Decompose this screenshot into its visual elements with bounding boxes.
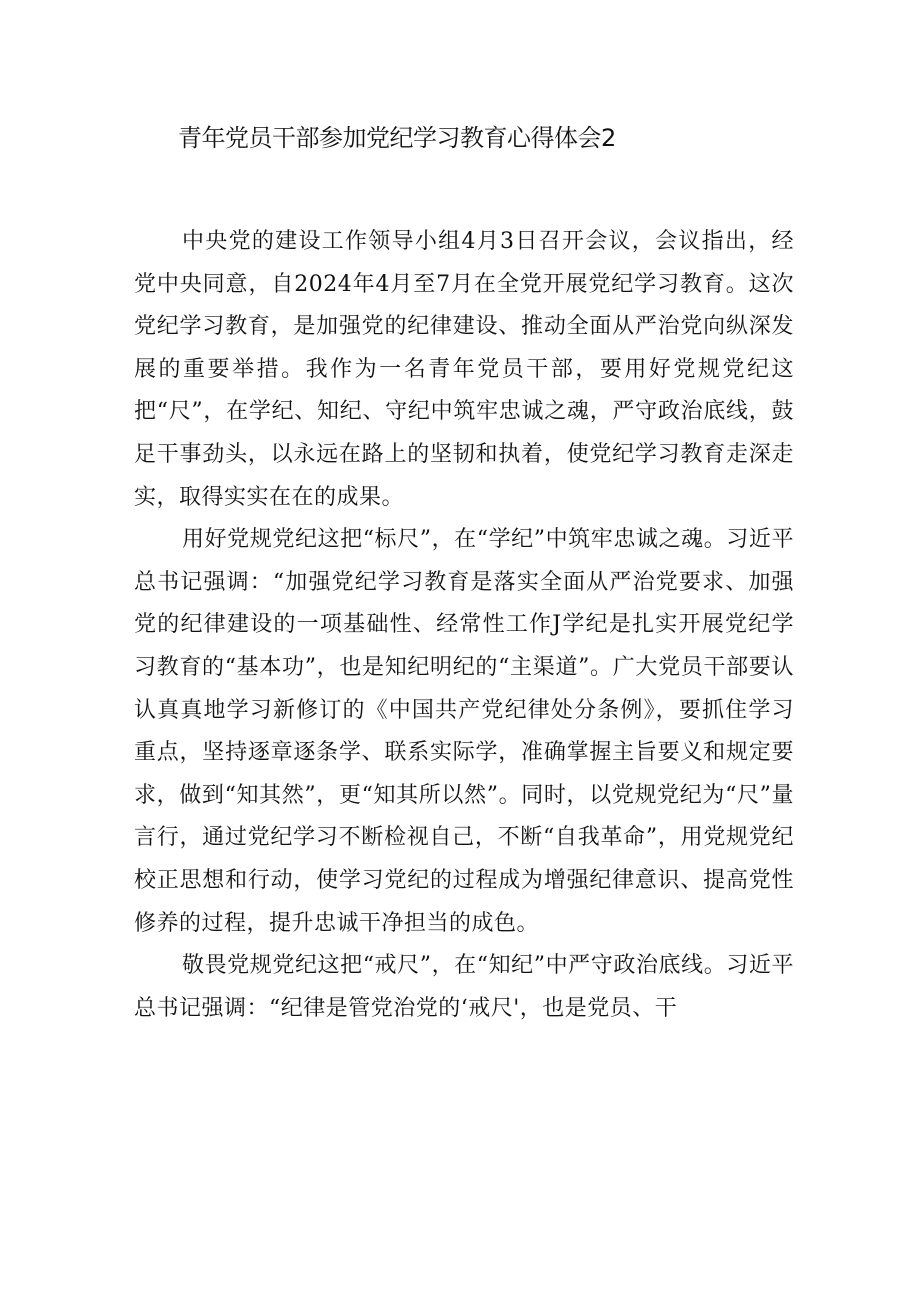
paragraph-1: 中央党的建设工作领导小组4月3日召开会议，会议指出，经党中央同意，自2024年4月至7月在全党开展党纪学习教育。这次党纪学习教育，是加强党的纪律建设、推动全面从严治党向纵深发展的重要举措。我作为一名青年党员干部，要用好党规党纪这把“尺”，在学纪、知纪、守纪中筑牢忠诚之魂，严守政治底线，鼓足干事劲头，以永远在路上的坚韧和执着，使党纪学习教育走深走实，取得实实在在的成果。 — [134, 229, 794, 510]
document-title: 青年党员干部参加党纪学习教育心得体会2 — [178, 124, 616, 152]
paragraph-3: 敬畏党规党纪这把“戒尺”，在“知纪”中严守政治底线。习近平总书记强调：“纪律是管党治党的‘戒尺'，也是党员、干 — [134, 953, 794, 1021]
paragraph-2: 用好党规党纪这把“标尺”，在“学纪”中筑牢忠诚之魂。习近平总书记强调：“加强党纪学习教育是落实全面从严治党要求、加强党的纪律建设的一项基础性、经常性工作J学纪是扎实开展党纪学习教育的“基本功”，也是知纪明纪的“主渠道”。广大党员干部要认认真真地学习新修订的《中国共产党纪律处分条例》，要抓住学习重点，坚持逐章逐条学、联系实际学，准确掌握主旨要义和规定要求，做到“知其然”，更“知其所以然”。同时，以党规党纪为“尺”量言行，通过党纪学习不断检视自己，不断“自我革命”，用党规党纪校正思想和行动，使学习党纪的过程成为增强纪律意识、提高党性修养的过程，提升忠诚干净担当的成色。 — [134, 527, 794, 936]
document-body — [134, 221, 794, 1030]
